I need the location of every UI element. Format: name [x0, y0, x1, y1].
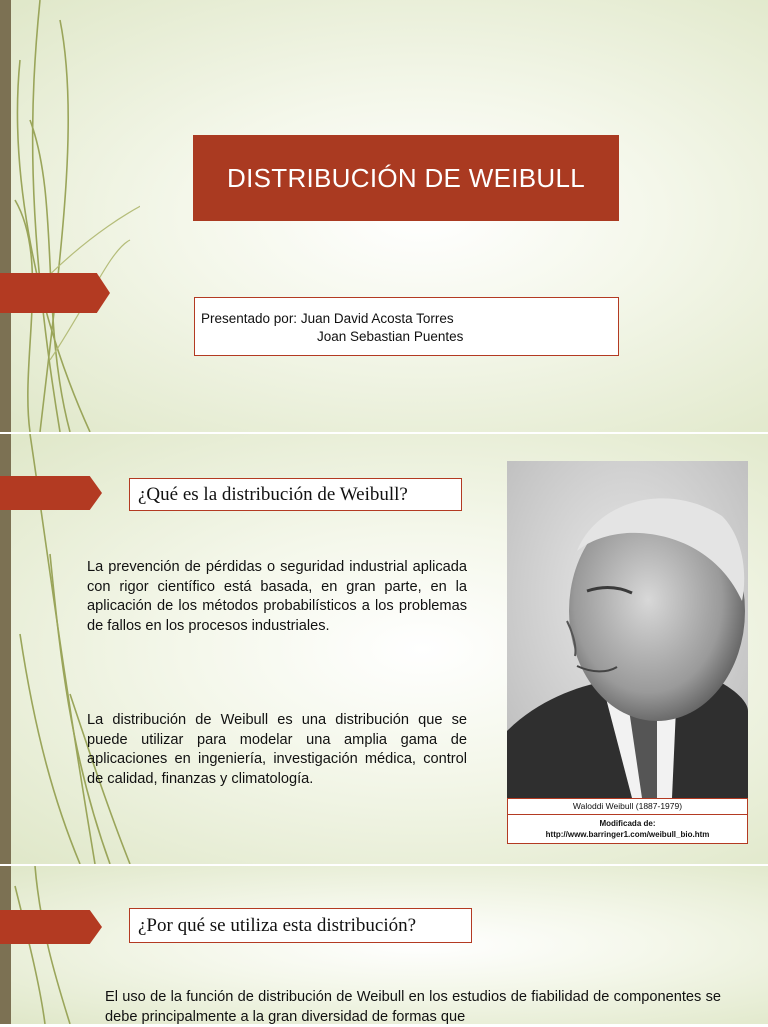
slide-title [0, 0, 768, 432]
question-heading: ¿Qué es la distribución de Weibull? [138, 483, 408, 505]
question-box [129, 478, 462, 511]
page-title: DISTRIBUCIÓN DE WEIBULL [227, 162, 585, 193]
paragraph-reliability: El uso de la función de distribución de Weibull en los estudios de fiabilidad de componentes se debe principalmente a la gran diversidad de formas que [105, 989, 721, 1025]
accent-arrow [0, 910, 102, 944]
source-label: Modificada de: [599, 819, 656, 828]
grass-decoration-icon [0, 0, 140, 432]
photo-source [507, 815, 748, 844]
presenter-box [194, 297, 619, 356]
source-url: http://www.barringer1.com/weibull_bio.htm [545, 830, 710, 839]
presenter-line [201, 311, 454, 326]
accent-arrow [0, 476, 102, 510]
paragraph-weibull-definition: La distribución de Weibull es una distribución que se puede utilizar para modelar una amplia gama de aplicaciones en ingeniería, investigación médica, control de calidad, finanzas y climatología. [87, 712, 467, 787]
portrait-photo [507, 461, 748, 798]
paragraph-loss-prevention: La prevención de pérdidas o seguridad industrial aplicada con rigor científico está basada, en gran parte, en la aplicación de los métodos probabilísticos a los problemas de fallos en los procesos industriales. [87, 559, 467, 634]
presenter-name-2: Joan Sebastian Puentes [317, 329, 464, 344]
question-box [129, 908, 472, 943]
question-heading: ¿Por qué se utiliza esta distribución? [138, 914, 417, 936]
presenter-name-1: Juan David Acosta Torres [300, 311, 454, 326]
accent-arrow [0, 273, 110, 313]
portrait-image-icon [507, 461, 748, 798]
presenter-label: Presentado por: [201, 311, 298, 326]
title-box [193, 135, 619, 221]
photo-caption: Waloddi Weibull (1887-1979) [507, 798, 748, 815]
